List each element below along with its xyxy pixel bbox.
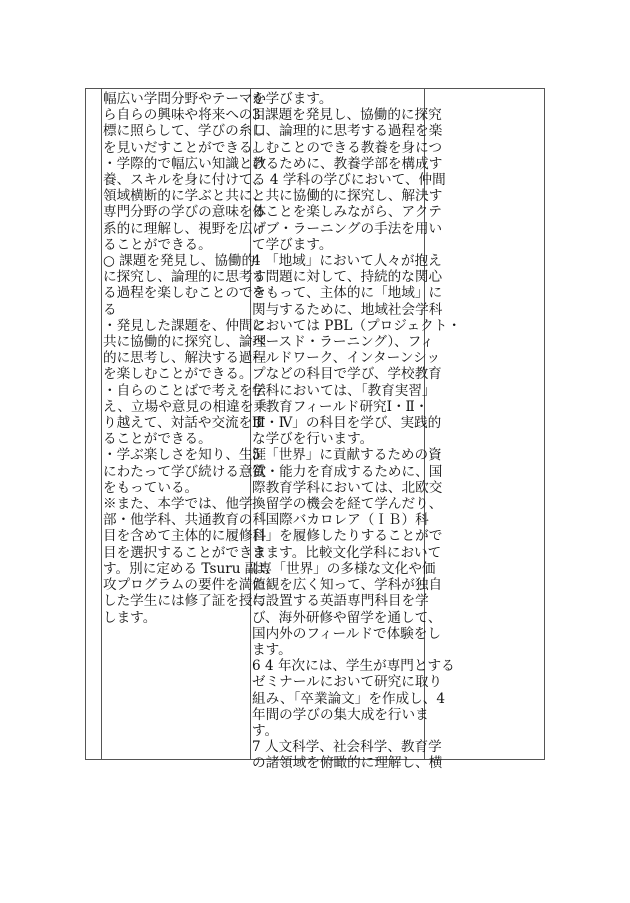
text-line: にわたって学び続ける意欲 bbox=[103, 463, 267, 480]
text-line: をもっている。 bbox=[103, 479, 199, 496]
text-line: 「教育フィールド研究Ⅰ・Ⅱ・ bbox=[252, 398, 429, 415]
text-line: び、海外研修や留学を通して、 bbox=[252, 609, 442, 626]
text-line: 5 「世界」に貢献するための資 bbox=[252, 447, 442, 464]
text-line: 際教育学科においては、北欧交 bbox=[252, 479, 443, 496]
curriculum-table bbox=[85, 88, 545, 772]
text-line: 的に思考し、解決する過程 bbox=[103, 350, 267, 367]
text-line: プなどの科目で学び、学校教育 bbox=[252, 366, 442, 383]
text-line: る bbox=[103, 301, 117, 318]
text-line: し、論理的に思考する過程を楽 bbox=[252, 123, 443, 140]
text-line: 領域横断的に学ぶと共に、 bbox=[103, 188, 267, 205]
text-line: します。 bbox=[103, 609, 157, 626]
text-line: ベースド・ラーニング）、フィ bbox=[252, 334, 434, 351]
text-line: 幅広い学問分野やテーマか bbox=[103, 91, 267, 107]
text-line: に設置する英語専門科目を学 bbox=[252, 593, 429, 610]
text-line: しむことのできる教養を身につ bbox=[252, 139, 443, 156]
text-line: る 4 学科の学びにおいて、仲間 bbox=[252, 172, 446, 189]
text-line: 目を含めて主体的に履修科 bbox=[103, 528, 267, 545]
text-line: をもって、主体的に「地域」に bbox=[252, 285, 443, 302]
text-line: に探究し、論理的に思考す bbox=[103, 269, 267, 286]
text-line: けるために、教養学部を構成す bbox=[252, 155, 443, 172]
text-line: した学生には修了証を授与 bbox=[103, 593, 267, 610]
text-line: ※また、本学では、他学 bbox=[103, 496, 253, 513]
text-line: て学びます。 bbox=[252, 236, 333, 253]
text-line: ら自らの興味や将来への目 bbox=[103, 107, 267, 124]
text-line: 年間の学びの集大成を行いま bbox=[252, 706, 429, 723]
text-line: 部・他学科、共通教育の科 bbox=[103, 512, 267, 529]
text-line: ます。 bbox=[252, 641, 292, 658]
text-line: 専門分野の学びの意味を体 bbox=[103, 204, 267, 221]
text-line: と共に協働的に探究し、解決す bbox=[252, 188, 443, 205]
text-line: 換留学の機会を経て学んだり、 bbox=[252, 496, 443, 513]
cell-text bbox=[102, 89, 272, 626]
text-line: 組み、「卒業論文」を作成し、4 bbox=[252, 690, 445, 707]
text-line: ィブ・ラーニングの手法を用い bbox=[252, 220, 443, 237]
text-line: す。別に定める Tsuru 副専 bbox=[103, 560, 272, 577]
text-line: 6 4 年次には、学生が専門とする bbox=[252, 658, 455, 675]
text-line: 学科においては、「教育実習」 bbox=[252, 382, 436, 399]
text-line: ールドワーク、インターンシッ bbox=[252, 350, 441, 367]
text-line: の諸領域を俯瞰的に理解し、横 bbox=[252, 755, 443, 772]
text-line: る過程を楽しむことのでき bbox=[103, 285, 267, 302]
table-cell-diploma-policy bbox=[102, 89, 272, 759]
text-line: ることを楽しみながら、アクテ bbox=[252, 204, 442, 221]
table-cell-empty bbox=[425, 89, 545, 759]
text-line: を学びます。 bbox=[252, 91, 333, 107]
table-cell-curriculum-policy bbox=[251, 89, 461, 772]
cell-text bbox=[251, 89, 461, 772]
text-line: ○ 課題を発見し、協働的 bbox=[103, 253, 256, 270]
text-line: においては PBL（プロジェクト・ bbox=[252, 317, 461, 334]
text-line: 養、スキルを身に付けて、 bbox=[103, 172, 266, 189]
text-line: を見いだすことができる。 bbox=[103, 139, 267, 156]
text-line: ることができる。 bbox=[103, 431, 212, 448]
text-line: 標に照らして、学びの糸口 bbox=[103, 123, 266, 140]
text-line: 「国際バカロレア（ＩＢ）科 bbox=[252, 512, 429, 529]
text-line: 4 「地域」において人々が抱え bbox=[252, 253, 442, 270]
text-line: は、「世界」の多様な文化や価 bbox=[252, 560, 436, 577]
text-line: きます。比較文化学科において bbox=[252, 544, 442, 561]
text-line: ・発見した課題を、仲間と bbox=[103, 317, 267, 334]
text-line: 目を選択することができま bbox=[103, 544, 267, 561]
table-cell-index bbox=[86, 89, 102, 759]
text-line: 7 人文科学、社会科学、教育学 bbox=[252, 739, 442, 756]
text-line: Ⅲ・Ⅳ」の科目を学び、実践的 bbox=[252, 415, 442, 432]
text-line: 目」を履修したりすることがで bbox=[252, 528, 443, 545]
text-line: 系的に理解し、視野を広げ bbox=[103, 220, 267, 237]
text-line: ることができる。 bbox=[103, 236, 212, 253]
text-line: 国内外のフィールドで体験をし bbox=[252, 625, 441, 642]
text-line: 質・能力を育成するために、国 bbox=[252, 463, 443, 480]
text-line: 攻プログラムの要件を満た bbox=[103, 577, 266, 594]
text-line: な学びを行います。 bbox=[252, 431, 374, 448]
text-line: を楽しむことができる。 bbox=[103, 366, 253, 383]
text-line: り越えて、対話や交流をす bbox=[103, 415, 266, 432]
text-line: 共に協働的に探究し、論理 bbox=[103, 334, 267, 351]
text-line: 3 課題を発見し、協働的に探究 bbox=[252, 107, 442, 124]
text-line: ・学際的で幅広い知識と教 bbox=[103, 155, 267, 172]
text-line: ・自らのことばで考えを伝 bbox=[103, 382, 267, 399]
text-line: ゼミナールにおいて研究に取り bbox=[252, 674, 443, 691]
text-line: ・学ぶ楽しさを知り、生涯 bbox=[103, 447, 267, 464]
text-line: る問題に対して、持続的な関心 bbox=[252, 269, 443, 286]
text-line: す。 bbox=[252, 722, 279, 739]
text-line: え、立場や意見の相違を乗 bbox=[103, 398, 267, 415]
text-line: 関与するために、地域社会学科 bbox=[252, 301, 443, 318]
text-line: 値観を広く知って、学科が独自 bbox=[252, 577, 443, 594]
